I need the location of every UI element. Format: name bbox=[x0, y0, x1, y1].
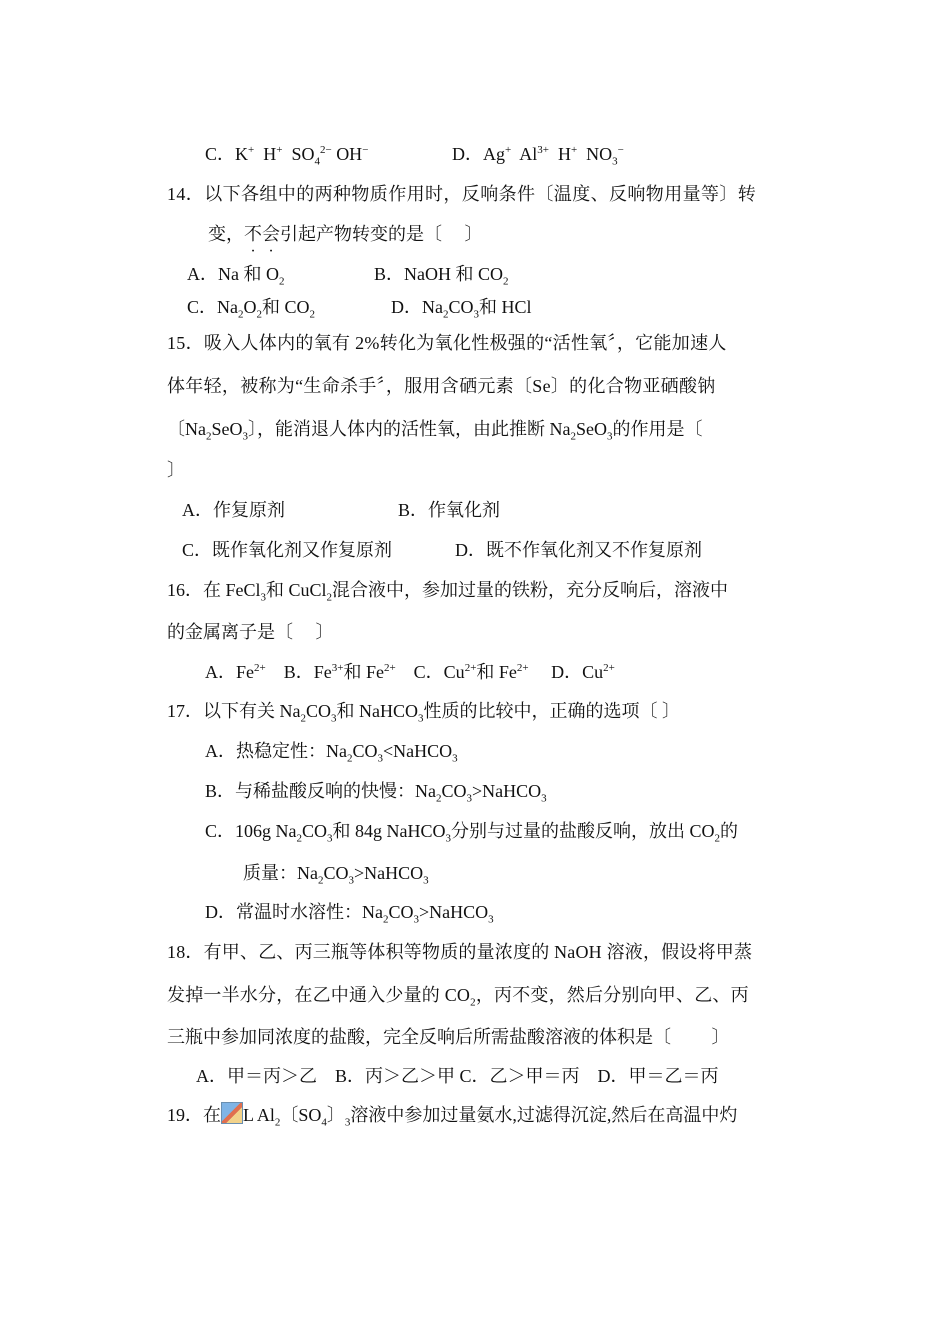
q18-stem-line3: 三瓶中参加同浓度的盐酸，完全反响后所需盐酸溶液的体积是〔 〕 bbox=[167, 1027, 730, 1047]
q13-option-d: D．Ag+ $Al^{3+}$ H+ $NO_3^-$ bbox=[452, 144, 624, 168]
q14-stem-line1: 14．以下各组中的两种物质作用时，反响条件〔温度、反响物用量等〕转 bbox=[167, 184, 757, 204]
q18-options: A．甲＝丙＞乙 B．丙＞乙＞甲 C．乙＞甲＝丙 D．甲＝乙＝丙 bbox=[196, 1066, 719, 1086]
q15-stem-line3: 〔$Na_2SeO_3$〕，能消退人体内的活性氧，由此推断 $Na_2SeO_3$的作用是〔 bbox=[167, 419, 703, 443]
q16-option-a: A．$Fe^{2+}$ bbox=[205, 662, 266, 682]
q18-stem-line2: 发掉一半水分，在乙中通入少量的 $CO_2$，丙不变，然后分别向甲、乙、丙 bbox=[167, 985, 749, 1009]
broken-image-icon bbox=[221, 1102, 243, 1124]
q17-option-d: D．常温时水溶性：$Na_2CO_3>NaHCO_3$ bbox=[205, 902, 494, 926]
q18-stem-line1: 18．有甲、乙、丙三瓶等体积等物质的量浓度的 NaOH 溶液，假设将甲蒸 bbox=[167, 942, 753, 962]
q14-option-d: D．$Na_2CO_3$和 HCl bbox=[391, 297, 532, 321]
q15-option-c: C．既作氧化剂又作复原剂 bbox=[182, 540, 393, 560]
q14-option-b: B．NaOH 和 $CO_2$ bbox=[374, 264, 509, 288]
q14-option-a: A．Na 和 $O_2$ bbox=[187, 264, 285, 288]
q16-options bbox=[205, 660, 615, 684]
q16-option-c: C．$Cu^{2+}$和 $Fe^{2+}$ bbox=[413, 662, 529, 682]
q17-option-a: A．热稳定性：$Na_2CO_3<NaHCO_3$ bbox=[205, 741, 458, 765]
q16-option-b: B．$Fe^{3+}$和 $Fe^{2+}$ bbox=[283, 662, 396, 682]
q15-stem-line1: 15．吸入人体内的氧有 2%转化为氧化性极强的“活性氧〞，它能加速人 bbox=[167, 333, 727, 353]
q15-stem-line2: 体年轻，被称为“生命杀手〞，服用含硒元素〔Se〕的化合物亚硒酸钠 bbox=[167, 376, 716, 396]
q17-option-c: C．106g $Na_2CO_3$和 84g NaHCO$_3$分别与过量的盐酸反响，放出 $CO_2$的 bbox=[205, 821, 739, 845]
q15-option-b: B．作氧化剂 bbox=[398, 500, 501, 520]
q17-stem: 17．以下有关 $Na_2CO_3$和 NaHCO$_3$性质的比较中，正确的选项〔 〕 bbox=[167, 701, 681, 725]
q17-option-c-line2: 质量：$Na_2CO_3>NaHCO_3$ bbox=[243, 863, 429, 887]
q14-stem-line2: 变，不会引起产物转变的是〔 〕 bbox=[208, 224, 483, 244]
q16-stem-line2: 的金属离子是〔 〕 bbox=[167, 622, 334, 642]
q15-option-d: D．既不作氧化剂又不作复原剂 bbox=[455, 540, 702, 560]
q13-option-c: C．K+ H+ $SO_4^{2-}$ OH− bbox=[205, 144, 369, 168]
q14-option-c: C．$Na_2O_2$和 $CO_2$ bbox=[187, 297, 316, 321]
q19-stem: 19．在 L $Al_2$〔$SO_4$〕$_3$溶液中参加过量氨水,过滤得沉淀,然后在高温中灼 bbox=[167, 1102, 737, 1127]
q16-option-d: D．$Cu^{2+}$ bbox=[551, 662, 615, 682]
q15-stem-line4: 〕 bbox=[167, 460, 185, 480]
q15-option-a: A．作复原剂 bbox=[182, 500, 285, 520]
q16-stem-line1: 16．在 FeCl$_3$和 CuCl$_2$混合液中，参加过量的铁粉，充分反响后，溶液中 bbox=[167, 580, 729, 604]
q17-option-b: B．与稀盐酸反响的快慢：$Na_2CO_3>NaHCO_3$ bbox=[205, 781, 547, 805]
